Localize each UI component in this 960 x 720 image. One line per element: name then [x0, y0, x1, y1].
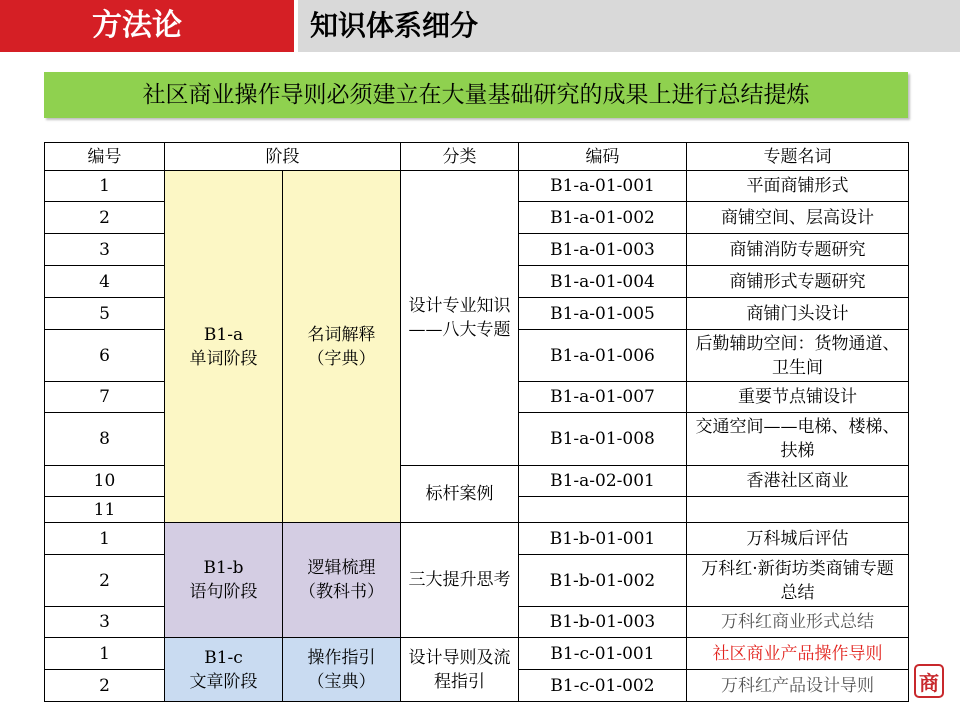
row-topic: 商铺空间、层高设计 — [687, 202, 909, 234]
stage-b1c — [165, 638, 283, 702]
row-code: B1-a-01-005 — [519, 298, 687, 330]
stage-desc: 操作指引 — [307, 647, 376, 668]
stage-name: 语句阶段 — [189, 582, 258, 602]
row-number: 7 — [45, 382, 165, 413]
stage-desc-sub: （宝典） — [307, 671, 376, 692]
stage-name: 文章阶段 — [189, 671, 258, 692]
row-topic: 万科城后评估 — [687, 523, 909, 555]
stage-desc: 名词解释 — [307, 324, 376, 345]
stage-name: 单词阶段 — [189, 348, 258, 369]
row-code: B1-a-01-002 — [519, 202, 687, 234]
stage-b1c-desc — [283, 638, 401, 702]
row-number: 1 — [45, 638, 165, 670]
row-code: B1-b-01-002 — [519, 555, 687, 607]
row-number: 5 — [45, 298, 165, 330]
row-code: B1-c-01-001 — [519, 638, 687, 670]
row-topic: 重要节点铺设计 — [687, 382, 909, 413]
row-number: 3 — [45, 607, 165, 638]
row-code: B1-a-01-001 — [519, 171, 687, 202]
row-topic — [687, 497, 909, 523]
header-number: 编号 — [45, 143, 165, 171]
row-code: B1-a-01-003 — [519, 234, 687, 266]
row-number: 11 — [45, 497, 165, 523]
stage-desc: 逻辑梳理 — [307, 558, 376, 578]
category-benchmark: 标杆案例 — [401, 466, 519, 523]
row-code: B1-a-01-008 — [519, 413, 687, 466]
header-code: 编码 — [519, 143, 687, 171]
row-topic: 万科红·新街坊类商铺专题总结 — [687, 555, 909, 607]
row-number: 3 — [45, 234, 165, 266]
stage-b1a — [165, 171, 283, 523]
row-topic: 万科红商业形式总结 — [687, 607, 909, 638]
summary-banner: 社区商业操作导则必须建立在大量基础研究的成果上进行总结提炼 — [44, 72, 908, 118]
row-number: 2 — [45, 202, 165, 234]
seal-logo: 商 — [914, 664, 944, 698]
header — [0, 0, 960, 56]
row-topic: 商铺形式专题研究 — [687, 266, 909, 298]
row-topic: 平面商铺形式 — [687, 171, 909, 202]
row-code: B1-a-01-004 — [519, 266, 687, 298]
row-code: B1-a-02-001 — [519, 466, 687, 497]
row-topic: 香港社区商业 — [687, 466, 909, 497]
table-row — [45, 523, 909, 555]
row-number: 4 — [45, 266, 165, 298]
row-code: B1-a-01-007 — [519, 382, 687, 413]
stage-desc-sub: （教科书） — [299, 582, 384, 602]
knowledge-table — [44, 142, 909, 702]
section-title: 方法论 — [0, 0, 294, 52]
category-design8: 设计专业知识——八大专题 — [401, 171, 519, 466]
row-number: 6 — [45, 330, 165, 382]
row-topic: 社区商业产品操作导则 — [687, 638, 909, 670]
page-title: 知识体系细分 — [298, 0, 960, 52]
table-row — [45, 638, 909, 670]
header-category: 分类 — [401, 143, 519, 171]
row-number: 10 — [45, 466, 165, 497]
header-topic: 专题名词 — [687, 143, 909, 171]
row-number: 8 — [45, 413, 165, 466]
stage-code: B1-c — [204, 647, 243, 668]
row-code: B1-c-01-002 — [519, 670, 687, 702]
stage-desc-sub: （字典） — [307, 348, 376, 369]
stage-b1b — [165, 523, 283, 638]
row-code: B1-b-01-003 — [519, 607, 687, 638]
row-number: 1 — [45, 171, 165, 202]
row-topic: 万科红产品设计导则 — [687, 670, 909, 702]
row-number: 2 — [45, 555, 165, 607]
row-topic: 商铺消防专题研究 — [687, 234, 909, 266]
table-row — [45, 171, 909, 202]
row-topic: 交通空间——电梯、楼梯、扶梯 — [687, 413, 909, 466]
stage-code: B1-b — [203, 558, 244, 578]
table-header-row — [45, 143, 909, 171]
row-topic: 商铺门头设计 — [687, 298, 909, 330]
row-code: B1-b-01-001 — [519, 523, 687, 555]
category-three: 三大提升思考 — [401, 523, 519, 638]
stage-b1b-desc — [283, 523, 401, 638]
row-code — [519, 497, 687, 523]
category-guide: 设计导则及流程指引 — [401, 638, 519, 702]
header-stage: 阶段 — [165, 143, 401, 171]
stage-code: B1-a — [203, 324, 244, 345]
row-number: 2 — [45, 670, 165, 702]
row-topic: 后勤辅助空间：货物通道、卫生间 — [687, 330, 909, 382]
row-number: 1 — [45, 523, 165, 555]
stage-b1a-desc — [283, 171, 401, 523]
row-code: B1-a-01-006 — [519, 330, 687, 382]
